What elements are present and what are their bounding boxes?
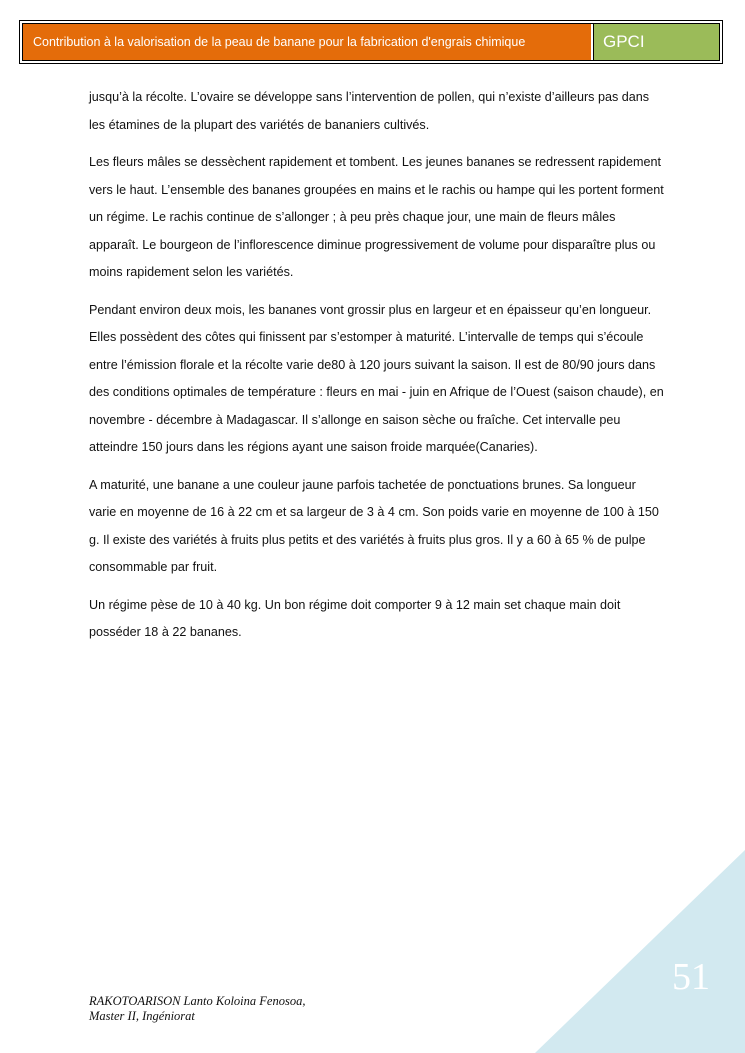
footer-degree: Master II, Ingéniorat: [89, 1009, 195, 1023]
paragraph: Les fleurs mâles se dessèchent rapidement et tombent. Les jeunes bananes se redressent rapidement vers le haut. L’ensemble des bananes groupées en mains et le rachis ou hampe qui les portent forment un régime. Le rachis continue de s’allonger ; à peu près chaque jour, une main de fleurs mâles apparaît. Le bourgeon de l’inflorescence diminue progressivement de volume pour disparaître plus ou moins rapidement selon les variétés.: [89, 155, 664, 279]
paragraph: A maturité, une banane a une couleur jaune parfois tachetée de ponctuations brunes. Sa longueur varie en moyenne de 16 à 22 cm et sa largeur de 3 à 4 cm. Son poids varie en moyenne de 100 à 150 g. Il existe des variétés à fruits plus petits et des variétés à fruits plus gros. Il y a 60 à 65 % de pulpe consommable par fruit.: [89, 477, 659, 574]
page-header: [19, 20, 723, 64]
footer: [89, 994, 305, 1024]
header-title: Contribution à la valorisation de la peau de banane pour la fabrication d'engrais chimique: [23, 24, 593, 60]
paragraph: Pendant environ deux mois, les bananes vont grossir plus en largeur et en épaisseur qu’en longueur. Elles possèdent des côtes qui finissent par s’estomper à maturité. L’intervalle de temps qui s’écoule entre l’émission florale et la récolte varie de80 à 120 jours suivant la saison. Il est de 80/90 jours dans des conditions optimales de température : fleurs en mai - juin en Afrique de l’Ouest (saison chaude), en novembre - décembre à Madagascar. Il s’allonge en saison sèche ou fraîche. Cet intervalle peu atteindre 150 jours dans les régions ayant une saison froide marquée(Canaries).: [89, 302, 664, 454]
page-number: 51: [672, 956, 710, 998]
body-text: [89, 84, 664, 657]
paragraph: Un régime pèse de 10 à 40 kg. Un bon régime doit comporter 9 à 12 main set chaque main doit posséder 18 à 22 bananes.: [89, 597, 621, 639]
header-code: GPCI: [593, 24, 719, 60]
footer-author: RAKOTOARISON Lanto Koloina Fenosoa,: [89, 994, 306, 1008]
paragraph: jusqu’à la récolte. L’ovaire se développe sans l’intervention de pollen, qui n’existe d’ailleurs pas dans les étamines de la plupart des variétés de bananiers cultivés.: [89, 90, 650, 132]
corner-triangle: [535, 850, 745, 1053]
